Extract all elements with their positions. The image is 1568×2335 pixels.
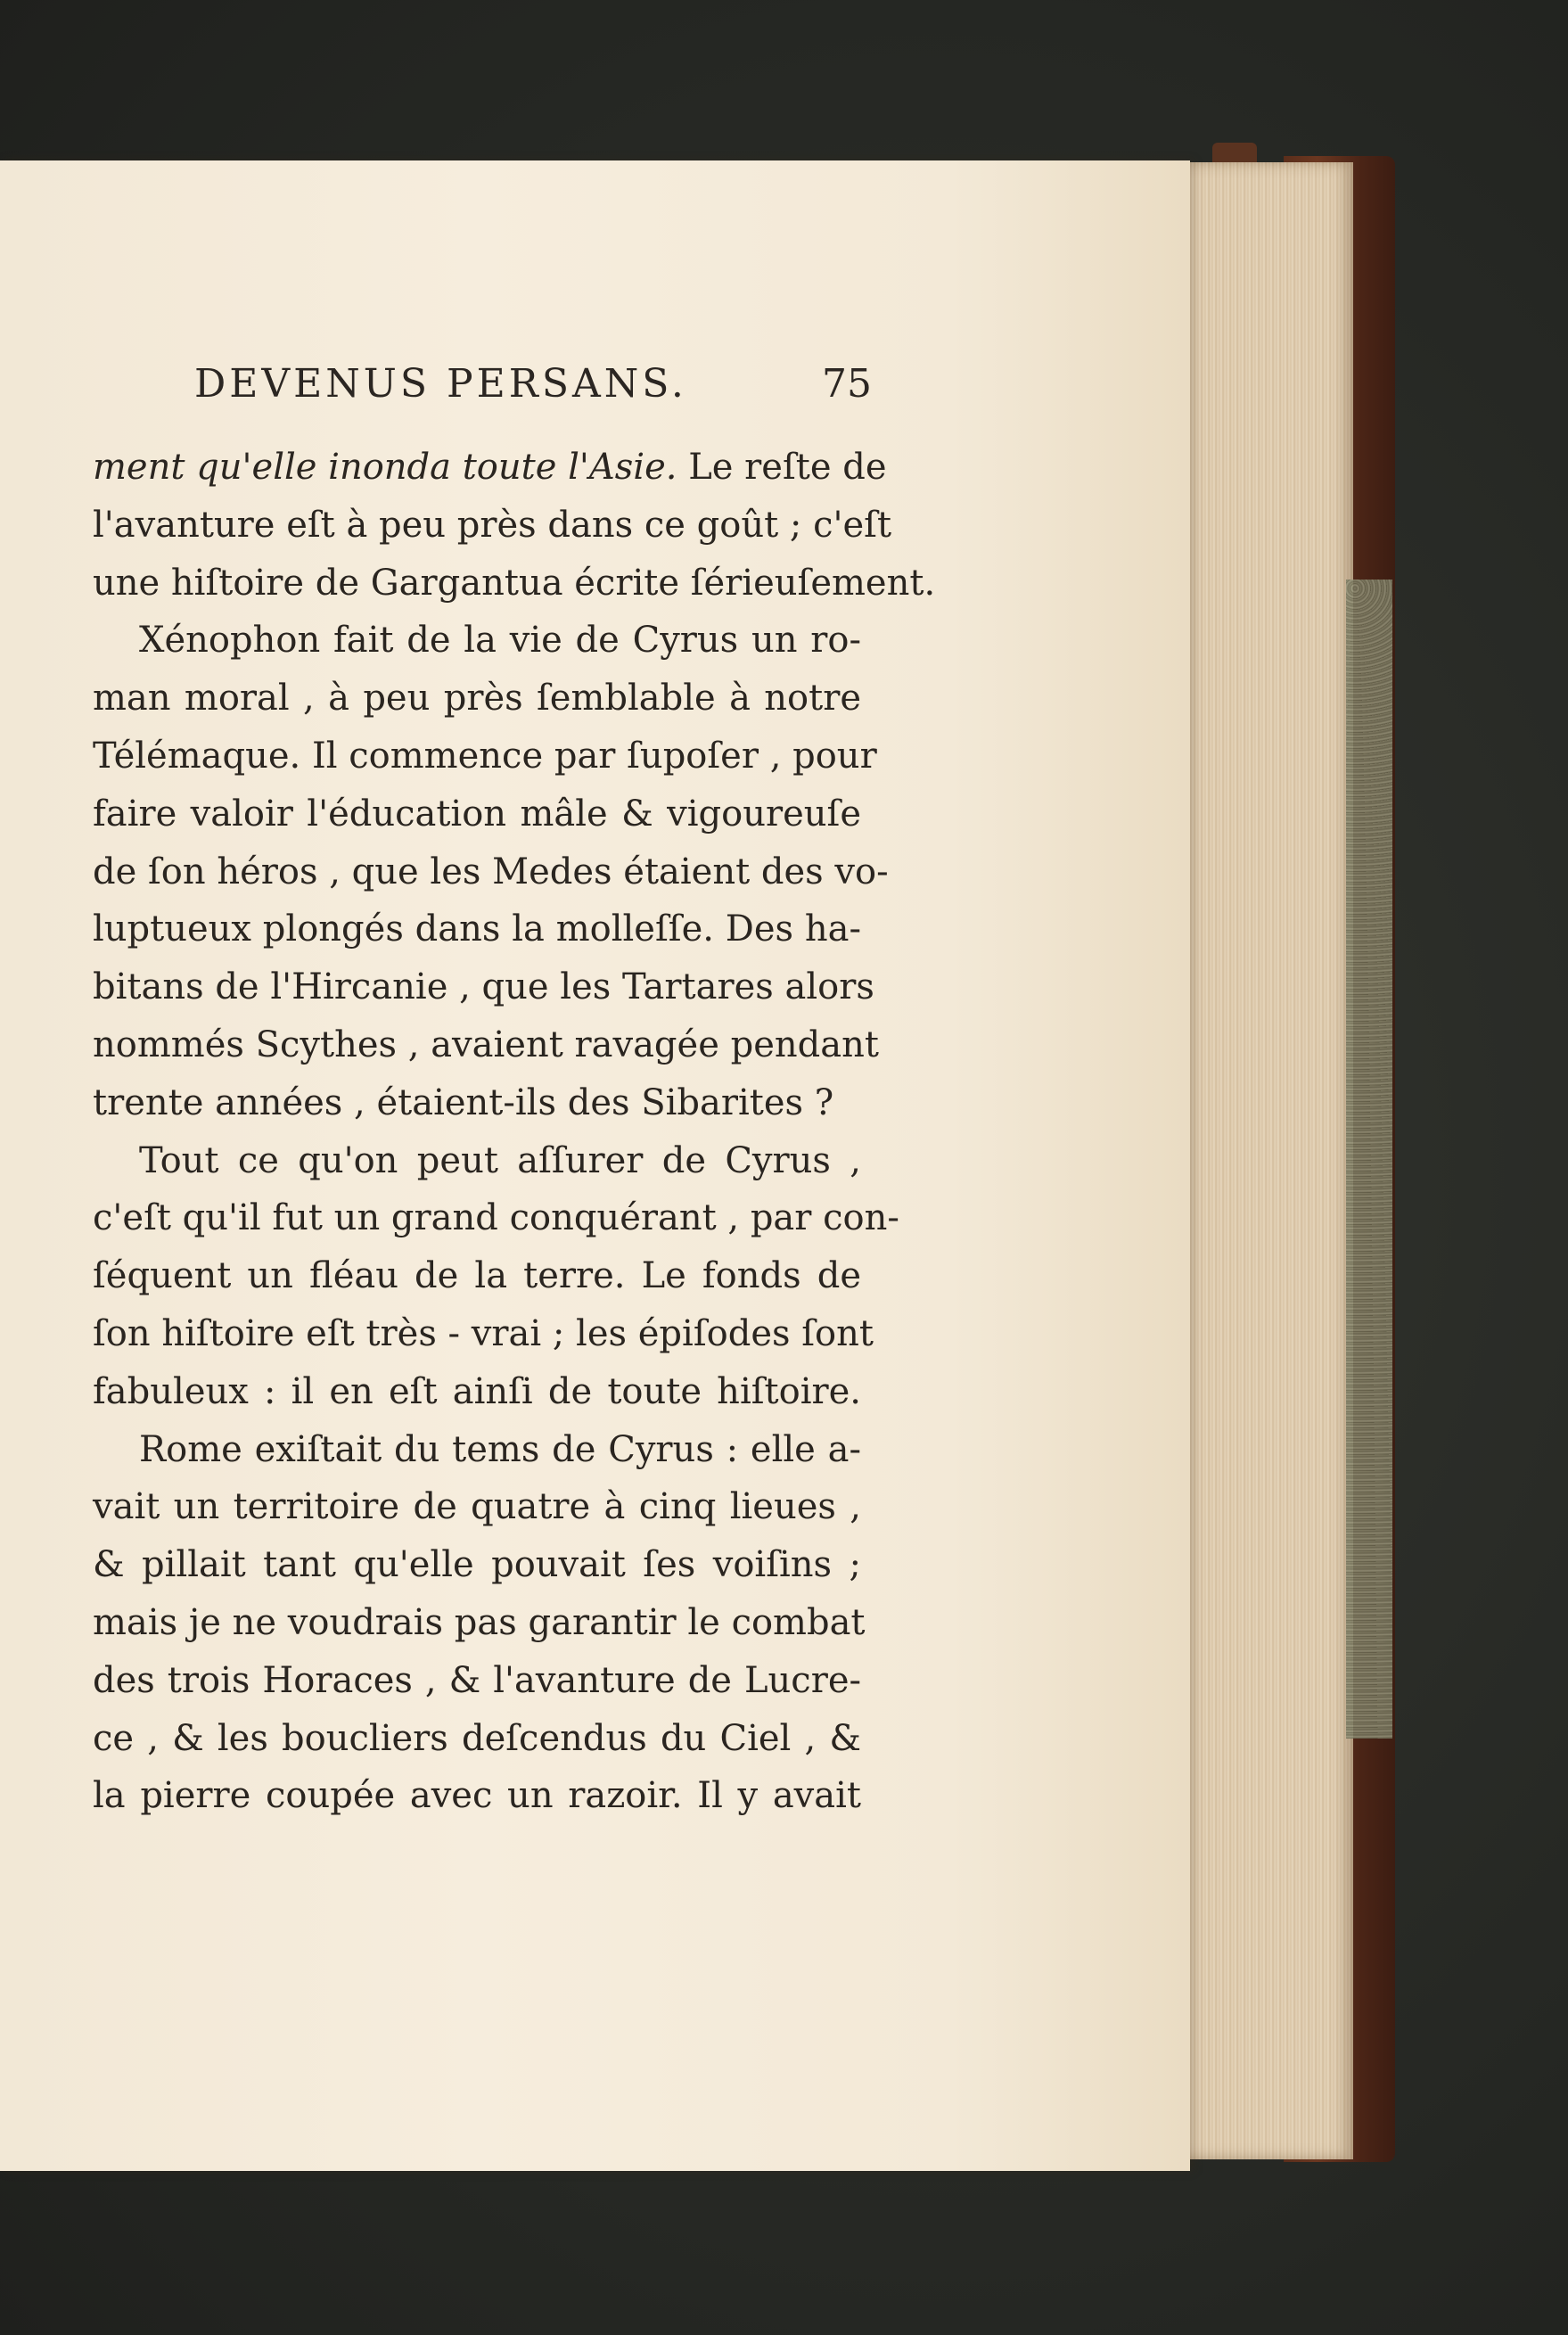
text-line: c'eſt qu'il fut un grand conquérant , par con- bbox=[93, 1197, 899, 1239]
text-line: man moral , à peu près ſemblable à notre bbox=[93, 678, 861, 719]
text-line: ce , & les boucliers deſcendus du Ciel , & bbox=[93, 1717, 861, 1759]
text-line: Tout ce qu'on peut aſſurer de Cyrus , bbox=[139, 1139, 861, 1181]
text-line: Xénophon fait de la vie de Cyrus un ro- bbox=[139, 620, 861, 662]
text-line: bitans de l'Hircanie , que les Tartares alors bbox=[93, 966, 874, 1008]
text-line: trente années , étaient-ils des Sibarites ? bbox=[93, 1081, 834, 1123]
text-line: des trois Horaces , & l'avanture de Lucre- bbox=[93, 1659, 861, 1701]
text-line: ſon hiſtoire eſt très - vrai ; les épiſodes ſont bbox=[93, 1312, 874, 1354]
text-line: l'avanture eſt à peu près dans ce goût ; c'eſt bbox=[93, 504, 892, 546]
text-line: une hiſtoire de Gargantua écrite ſérieuſement. bbox=[93, 562, 936, 604]
text-line: vait un territoire de quatre à cinq lieues , bbox=[93, 1486, 861, 1528]
text-line: la pierre coupée avec un razoir. Il y avait bbox=[93, 1775, 861, 1817]
marbled-edge bbox=[1346, 580, 1392, 1739]
page-block-fore-edge bbox=[1175, 162, 1353, 2159]
page-number: 75 bbox=[822, 361, 872, 407]
running-title: DEVENUS PERSANS. bbox=[194, 361, 687, 407]
text-line: ſéquent un fléau de la terre. Le fonds de bbox=[93, 1255, 861, 1297]
text-line: luptueux plongés dans la molleſſe. Des ha- bbox=[93, 909, 861, 950]
text-line: Télémaque. Il commence par ſupoſer , pour bbox=[93, 735, 877, 777]
text-line: mais je ne voudrais pas garantir le combat bbox=[93, 1601, 866, 1643]
italic-phrase: ment qu'elle inonda toute l'Asie. bbox=[93, 447, 677, 488]
text-line: Rome exiſtait du tems de Cyrus : elle a- bbox=[139, 1428, 861, 1470]
body-text bbox=[93, 439, 936, 1825]
text-line: fabuleux : il en eſt ainſi de toute hiſtoire. bbox=[93, 1370, 861, 1412]
text-line bbox=[93, 439, 887, 497]
text-fragment: Le reſte de bbox=[677, 447, 887, 488]
page-header bbox=[194, 361, 872, 423]
text-line: nommés Scythes , avaient ravagée pendant bbox=[93, 1024, 879, 1065]
text-line: de ſon héros , que les Medes étaient des vo- bbox=[93, 851, 889, 892]
text-line: & pillait tant qu'elle pouvait ſes voiſins ; bbox=[93, 1544, 861, 1586]
text-line: faire valoir l'éducation mâle & vigoureuſe bbox=[93, 793, 861, 835]
